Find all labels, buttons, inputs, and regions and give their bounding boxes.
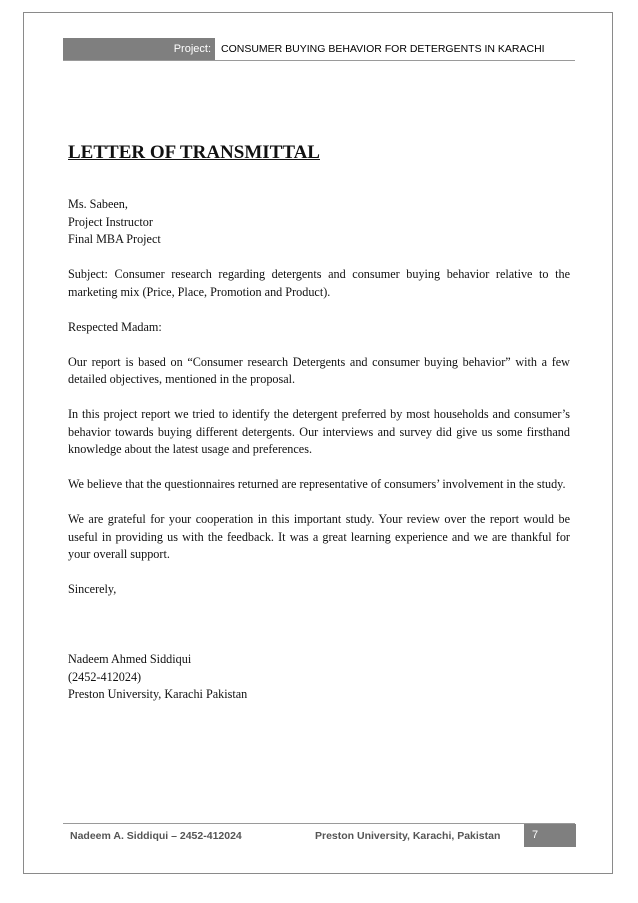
header-project-title: CONSUMER BUYING BEHAVIOR FOR DETERGENTS IN KARACHI — [221, 43, 545, 55]
letter-body — [68, 196, 570, 721]
footer-institution: Preston University, Karachi, Pakistan — [315, 830, 501, 842]
page-title: LETTER OF TRANSMITTAL — [68, 142, 320, 163]
page-number: 7 — [524, 824, 576, 847]
recipient-name: Ms. Sabeen, — [68, 197, 128, 211]
recipient-course: Final MBA Project — [68, 232, 161, 246]
paragraph: We are grateful for your cooperation in this important study. Your review over the report would be useful in providing us with the feedback. It was a great learning experience and we are thankful for your overall support. — [68, 512, 570, 561]
footer-author: Nadeem A. Siddiqui – 2452-412024 — [70, 830, 242, 842]
signature-space — [68, 616, 570, 651]
salutation: Respected Madam: — [68, 319, 162, 334]
subject-line: Subject: Consumer research regarding detergents and consumer buying behavior relative to the marketing mix (Price, Place, Promotion and Product). — [68, 267, 570, 299]
closing: Sincerely, — [68, 582, 117, 596]
recipient-block — [68, 196, 570, 249]
header-divider — [63, 60, 575, 61]
header-project-label: Project: — [63, 38, 215, 60]
signer-name: Nadeem Ahmed Siddiqui — [68, 652, 192, 666]
recipient-title: Project Instructor — [68, 214, 153, 229]
signer-institution: Preston University, Karachi Pakistan — [68, 687, 248, 701]
paragraph: We believe that the questionnaires returned are representative of consumers’ involvement in the study. — [68, 477, 566, 491]
signature-block — [68, 651, 570, 704]
signer-id: (2452-412024) — [68, 669, 142, 684]
footer-divider — [63, 823, 575, 824]
paragraph: Our report is based on “Consumer research Detergents and consumer buying behavior” with a few detailed objectives, mentioned in the proposal. — [68, 354, 570, 386]
paragraph: In this project report we tried to identify the detergent preferred by most households and consumer’s behavior towards buying different detergents. Our interviews and survey did give us some firsthand knowledge about the latest usage and preferences. — [68, 407, 570, 456]
